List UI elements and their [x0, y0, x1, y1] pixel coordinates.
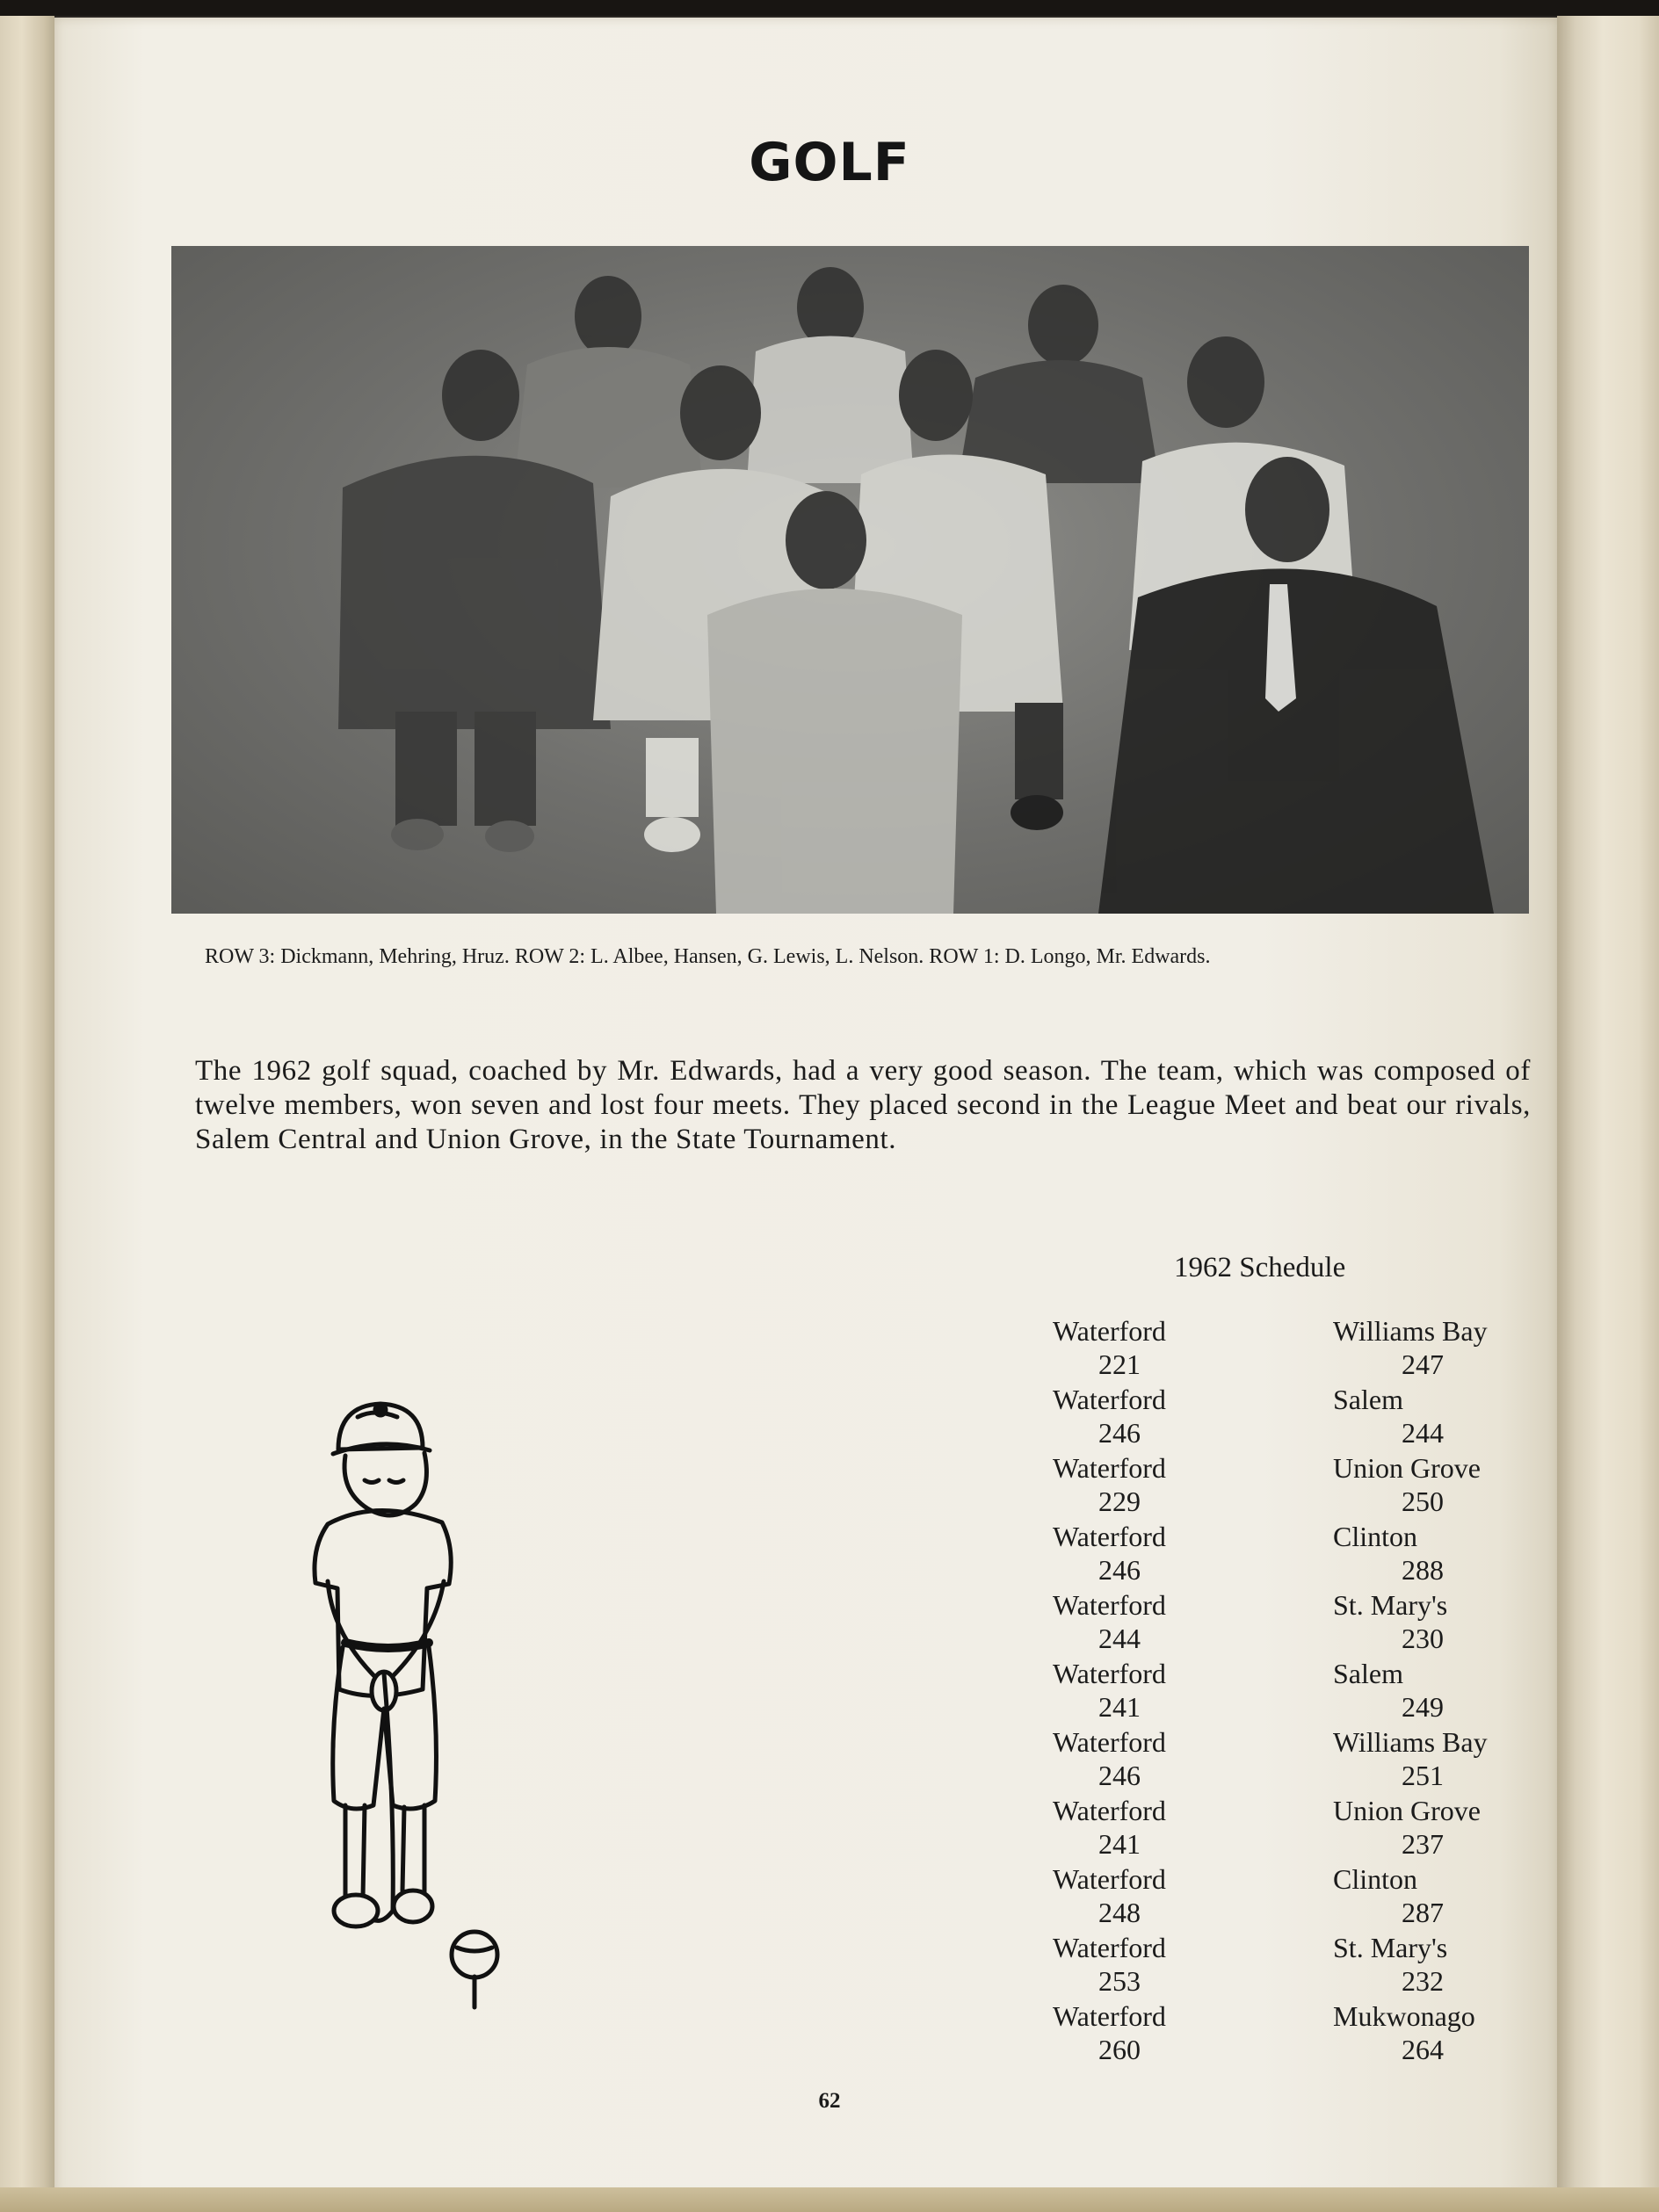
schedule-row [1046, 1451, 1555, 1520]
schedule-title: 1962 Schedule [1174, 1252, 1346, 1283]
opponent-team: Williams Bay [1333, 1315, 1488, 1347]
home-team: Waterford [1053, 1521, 1166, 1552]
schedule-row [1046, 1862, 1555, 1931]
opponent-score: 288 [1402, 1554, 1444, 1586]
home-team: Waterford [1053, 1452, 1166, 1484]
schedule-row [1046, 1383, 1555, 1451]
opponent-team: St. Mary's [1333, 1589, 1448, 1621]
schedule-row [1046, 1314, 1555, 1383]
home-score: 221 [1098, 1348, 1141, 1380]
opponent-team: Union Grove [1333, 1795, 1481, 1826]
season-summary: The 1962 golf squad, coached by Mr. Edwards, had a very good season. The team, which was composed of twelve members, won seven and lost four meets. They placed second in the League Meet and beat our rivals, Salem Central and Union Grove, in the State Tournament. [195, 1055, 1531, 1155]
schedule-row [1046, 1657, 1555, 1725]
schedule-row [1046, 1999, 1555, 2068]
home-team: Waterford [1053, 1384, 1166, 1415]
opponent-team: Union Grove [1333, 1452, 1481, 1484]
page-title: GOLF [749, 132, 910, 193]
opponent-team: St. Mary's [1333, 1932, 1448, 1963]
opponent-score: 244 [1402, 1417, 1444, 1449]
opponent-score: 247 [1402, 1348, 1444, 1380]
home-team: Waterford [1053, 1863, 1166, 1895]
home-team: Waterford [1053, 1589, 1166, 1621]
team-photo [171, 246, 1529, 914]
home-team: Waterford [1053, 1795, 1166, 1826]
schedule-table [1046, 1314, 1555, 2068]
home-score: 246 [1098, 1760, 1141, 1791]
opponent-score: 230 [1402, 1623, 1444, 1654]
home-team: Waterford [1053, 1658, 1166, 1689]
page-number: 62 [818, 2089, 841, 2113]
opponent-score: 251 [1402, 1760, 1444, 1791]
opponent-score: 237 [1402, 1828, 1444, 1860]
book-top-edge [0, 0, 1659, 16]
opponent-team: Williams Bay [1333, 1726, 1488, 1758]
schedule-row [1046, 1725, 1555, 1794]
home-score: 246 [1098, 1554, 1141, 1586]
opponent-team: Salem [1333, 1384, 1403, 1415]
photo-caption: ROW 3: Dickmann, Mehring, Hruz. ROW 2: L. Albee, Hansen, G. Lewis, L. Nelson. ROW 1: D. Longo, Mr. Edwards. [205, 945, 1211, 968]
home-score: 244 [1098, 1623, 1141, 1654]
opponent-team: Clinton [1333, 1521, 1418, 1552]
book-spine-edge [0, 16, 54, 2212]
home-score: 246 [1098, 1417, 1141, 1449]
home-score: 229 [1098, 1486, 1141, 1517]
opponent-score: 264 [1402, 2034, 1444, 2065]
schedule-row [1046, 1588, 1555, 1657]
opponent-score: 287 [1402, 1897, 1444, 1928]
book-bottom-edge [0, 2187, 1659, 2212]
opponent-team: Clinton [1333, 1863, 1418, 1895]
opponent-score: 249 [1402, 1691, 1444, 1723]
home-score: 260 [1098, 2034, 1141, 2065]
home-team: Waterford [1053, 2000, 1166, 2032]
schedule-row [1046, 1794, 1555, 1862]
opponent-score: 232 [1402, 1965, 1444, 1997]
home-score: 241 [1098, 1691, 1141, 1723]
home-team: Waterford [1053, 1726, 1166, 1758]
home-team: Waterford [1053, 1932, 1166, 1963]
home-score: 248 [1098, 1897, 1141, 1928]
opponent-score: 250 [1402, 1486, 1444, 1517]
home-score: 241 [1098, 1828, 1141, 1860]
opponent-team: Mukwonago [1333, 2000, 1475, 2032]
home-team: Waterford [1053, 1315, 1166, 1347]
team-photo-illustration [171, 246, 1529, 914]
opponent-team: Salem [1333, 1658, 1403, 1689]
schedule-row [1046, 1520, 1555, 1588]
schedule-row [1046, 1931, 1555, 1999]
golfer-cartoon-illustration [277, 1392, 514, 2042]
home-score: 253 [1098, 1965, 1141, 1997]
